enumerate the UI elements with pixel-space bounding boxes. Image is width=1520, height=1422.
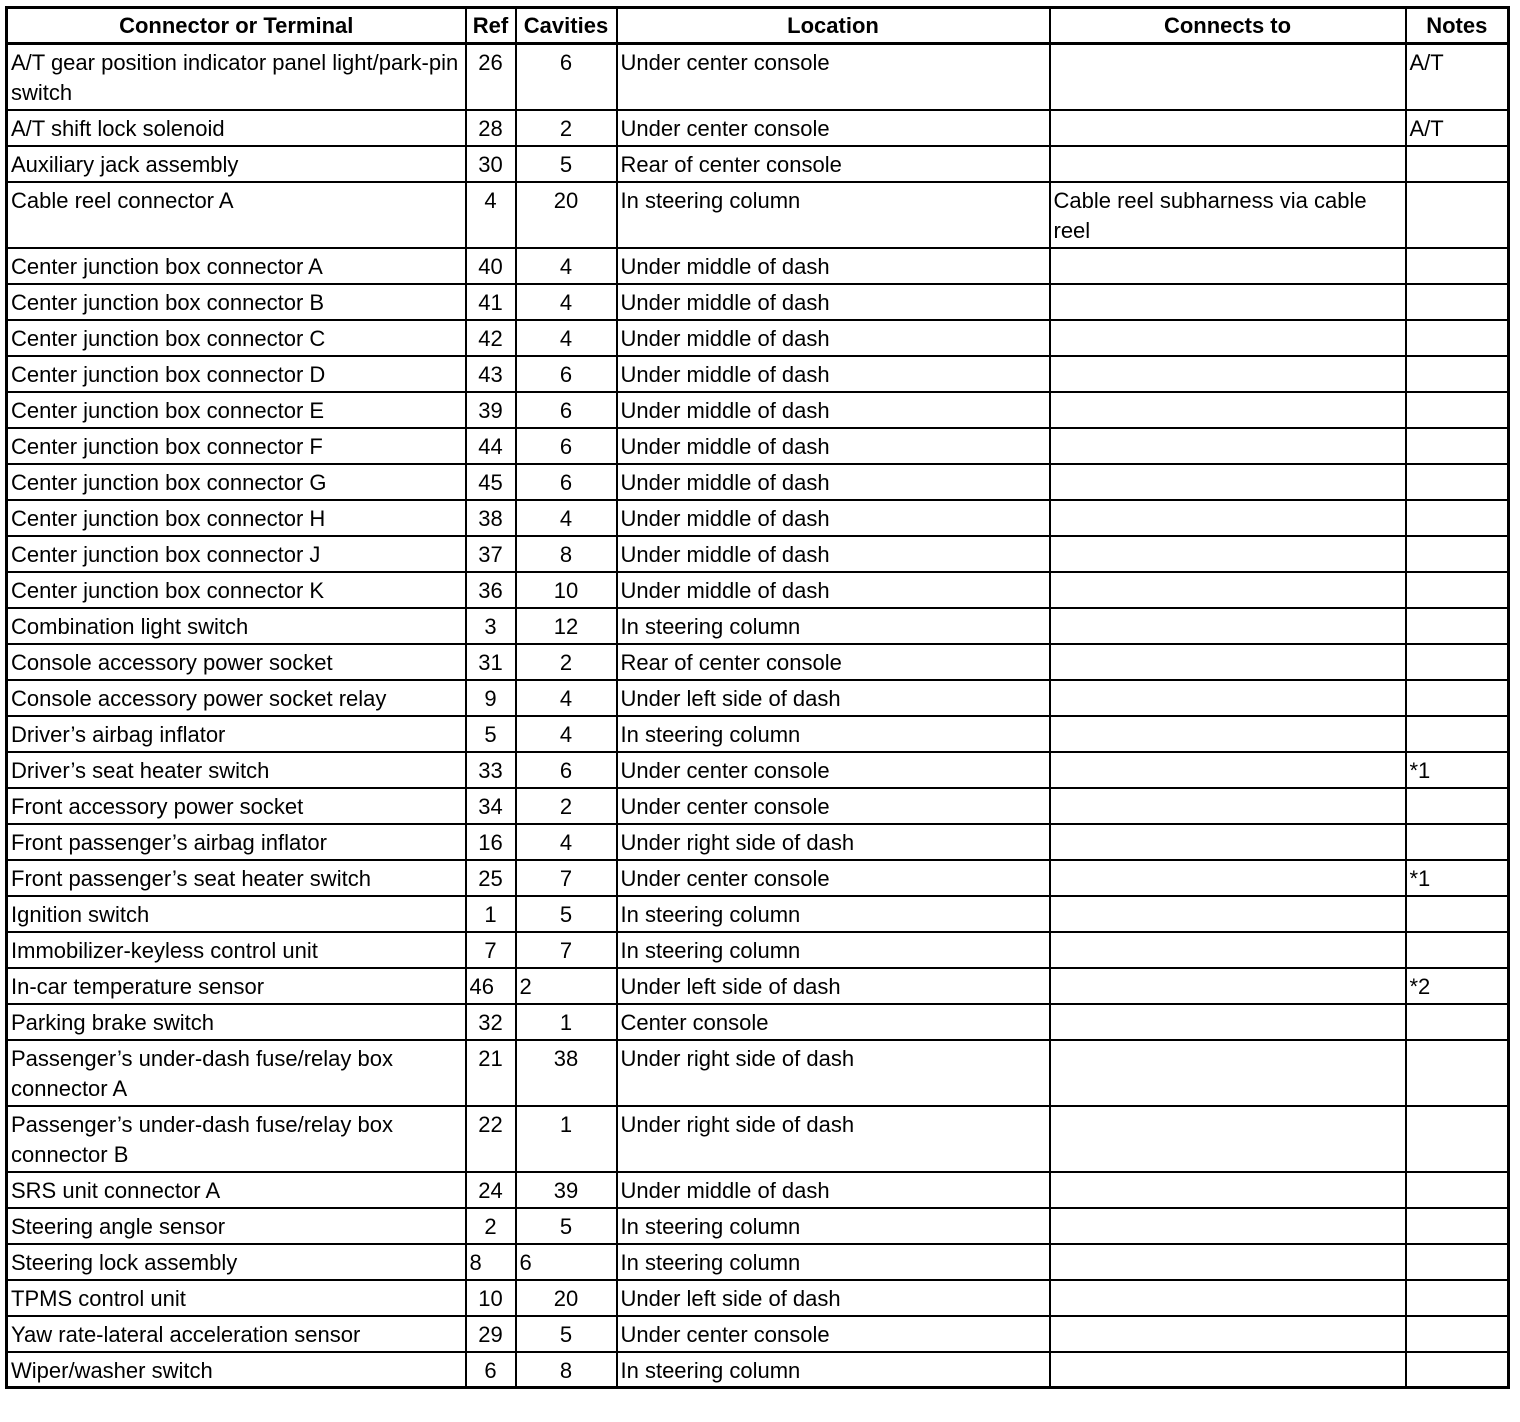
cell-location: Under middle of dash xyxy=(617,320,1050,356)
table-row xyxy=(7,1004,1509,1040)
cell-ref: 36 xyxy=(466,572,516,608)
cell-notes: A/T xyxy=(1406,44,1509,110)
cell-cavities: 38 xyxy=(516,1040,617,1106)
header-row xyxy=(7,8,1509,44)
cell-notes xyxy=(1406,284,1509,320)
cell-connector: Front passenger’s airbag inflator xyxy=(7,824,466,860)
cell-ref: 6 xyxy=(466,1352,516,1388)
table-row xyxy=(7,1208,1509,1244)
table-row xyxy=(7,644,1509,680)
cell-notes: *2 xyxy=(1406,968,1509,1004)
cell-connects-to xyxy=(1050,500,1406,536)
cell-connects-to xyxy=(1050,536,1406,572)
cell-connector: Driver’s seat heater switch xyxy=(7,752,466,788)
cell-connector: A/T gear position indicator panel light/park-pin switch xyxy=(7,44,466,110)
cell-connector: A/T shift lock solenoid xyxy=(7,110,466,146)
header-notes: Notes xyxy=(1406,8,1509,44)
cell-ref: 21 xyxy=(466,1040,516,1106)
cell-cavities: 4 xyxy=(516,500,617,536)
cell-ref: 29 xyxy=(466,1316,516,1352)
cell-notes xyxy=(1406,1208,1509,1244)
table-row xyxy=(7,608,1509,644)
cell-connector: Center junction box connector D xyxy=(7,356,466,392)
cell-ref: 33 xyxy=(466,752,516,788)
cell-location: Under middle of dash xyxy=(617,572,1050,608)
cell-connects-to xyxy=(1050,608,1406,644)
cell-connects-to xyxy=(1050,1106,1406,1172)
cell-connects-to xyxy=(1050,1280,1406,1316)
cell-connects-to xyxy=(1050,644,1406,680)
cell-ref: 31 xyxy=(466,644,516,680)
cell-location: Under right side of dash xyxy=(617,824,1050,860)
header-location: Location xyxy=(617,8,1050,44)
cell-connector: Driver’s airbag inflator xyxy=(7,716,466,752)
header-cavities: Cavities xyxy=(516,8,617,44)
cell-connector: Center junction box connector J xyxy=(7,536,466,572)
cell-connects-to xyxy=(1050,284,1406,320)
cell-connector: Wiper/washer switch xyxy=(7,1352,466,1388)
cell-location: Under middle of dash xyxy=(617,428,1050,464)
cell-notes xyxy=(1406,716,1509,752)
cell-ref: 10 xyxy=(466,1280,516,1316)
cell-cavities: 5 xyxy=(516,146,617,182)
cell-cavities: 4 xyxy=(516,284,617,320)
cell-location: Under center console xyxy=(617,44,1050,110)
cell-location: Rear of center console xyxy=(617,644,1050,680)
cell-location: Under center console xyxy=(617,860,1050,896)
cell-cavities: 4 xyxy=(516,824,617,860)
cell-cavities: 1 xyxy=(516,1004,617,1040)
cell-cavities: 12 xyxy=(516,608,617,644)
cell-notes xyxy=(1406,680,1509,716)
cell-location: In steering column xyxy=(617,896,1050,932)
cell-location: In steering column xyxy=(617,716,1050,752)
cell-location: Under middle of dash xyxy=(617,392,1050,428)
cell-connects-to xyxy=(1050,428,1406,464)
cell-cavities: 20 xyxy=(516,182,617,248)
table-row xyxy=(7,1316,1509,1352)
cell-connects-to xyxy=(1050,896,1406,932)
cell-ref: 41 xyxy=(466,284,516,320)
cell-cavities: 8 xyxy=(516,536,617,572)
cell-cavities: 7 xyxy=(516,932,617,968)
cell-connector: Center junction box connector K xyxy=(7,572,466,608)
cell-connector: SRS unit connector A xyxy=(7,1172,466,1208)
cell-cavities: 2 xyxy=(516,788,617,824)
cell-ref: 32 xyxy=(466,1004,516,1040)
table-row xyxy=(7,860,1509,896)
cell-notes: *1 xyxy=(1406,752,1509,788)
cell-location: Under left side of dash xyxy=(617,1280,1050,1316)
table-header xyxy=(7,8,1509,44)
cell-ref: 26 xyxy=(466,44,516,110)
cell-cavities: 6 xyxy=(516,752,617,788)
cell-cavities: 5 xyxy=(516,896,617,932)
cell-ref: 42 xyxy=(466,320,516,356)
header-ref: Ref xyxy=(466,8,516,44)
cell-ref: 30 xyxy=(466,146,516,182)
table-row xyxy=(7,968,1509,1004)
cell-notes xyxy=(1406,932,1509,968)
table-row xyxy=(7,788,1509,824)
cell-connects-to xyxy=(1050,572,1406,608)
cell-connector: Cable reel connector A xyxy=(7,182,466,248)
cell-ref: 45 xyxy=(466,464,516,500)
header-connector: Connector or Terminal xyxy=(7,8,466,44)
table-row xyxy=(7,1280,1509,1316)
cell-connector: Center junction box connector E xyxy=(7,392,466,428)
cell-location: In steering column xyxy=(617,932,1050,968)
cell-ref: 34 xyxy=(466,788,516,824)
cell-connector: Passenger’s under-dash fuse/relay box connector B xyxy=(7,1106,466,1172)
cell-notes xyxy=(1406,572,1509,608)
cell-notes xyxy=(1406,608,1509,644)
cell-connector: Parking brake switch xyxy=(7,1004,466,1040)
cell-notes xyxy=(1406,146,1509,182)
cell-connects-to xyxy=(1050,1208,1406,1244)
cell-connects-to xyxy=(1050,1004,1406,1040)
cell-ref: 44 xyxy=(466,428,516,464)
cell-notes xyxy=(1406,1040,1509,1106)
cell-ref: 40 xyxy=(466,248,516,284)
table-row xyxy=(7,284,1509,320)
cell-cavities: 10 xyxy=(516,572,617,608)
cell-notes xyxy=(1406,536,1509,572)
cell-cavities: 20 xyxy=(516,1280,617,1316)
cell-notes xyxy=(1406,1280,1509,1316)
cell-location: Under left side of dash xyxy=(617,680,1050,716)
cell-connector: Center junction box connector A xyxy=(7,248,466,284)
cell-ref: 3 xyxy=(466,608,516,644)
cell-notes xyxy=(1406,500,1509,536)
cell-notes xyxy=(1406,1172,1509,1208)
cell-location: Under right side of dash xyxy=(617,1040,1050,1106)
table-row xyxy=(7,248,1509,284)
cell-notes xyxy=(1406,1244,1509,1280)
cell-ref: 7 xyxy=(466,932,516,968)
cell-ref: 38 xyxy=(466,500,516,536)
cell-cavities: 6 xyxy=(516,44,617,110)
cell-location: In steering column xyxy=(617,182,1050,248)
table-row xyxy=(7,320,1509,356)
table-row xyxy=(7,896,1509,932)
cell-ref: 9 xyxy=(466,680,516,716)
table-row xyxy=(7,1244,1509,1280)
cell-ref: 37 xyxy=(466,536,516,572)
cell-connects-to xyxy=(1050,1244,1406,1280)
cell-notes xyxy=(1406,464,1509,500)
header-connects-to: Connects to xyxy=(1050,8,1406,44)
cell-notes: A/T xyxy=(1406,110,1509,146)
cell-cavities: 4 xyxy=(516,716,617,752)
cell-ref: 25 xyxy=(466,860,516,896)
cell-location: Center console xyxy=(617,1004,1050,1040)
cell-connector: In-car temperature sensor xyxy=(7,968,466,1004)
cell-connects-to xyxy=(1050,968,1406,1004)
cell-location: Under middle of dash xyxy=(617,500,1050,536)
table-row xyxy=(7,356,1509,392)
cell-notes xyxy=(1406,1352,1509,1388)
cell-location: Rear of center console xyxy=(617,146,1050,182)
cell-connects-to xyxy=(1050,824,1406,860)
cell-notes xyxy=(1406,1004,1509,1040)
table-row xyxy=(7,536,1509,572)
cell-notes xyxy=(1406,1106,1509,1172)
table-row xyxy=(7,110,1509,146)
cell-ref: 16 xyxy=(466,824,516,860)
table-row xyxy=(7,428,1509,464)
cell-cavities: 5 xyxy=(516,1208,617,1244)
table-row xyxy=(7,824,1509,860)
cell-connects-to xyxy=(1050,464,1406,500)
cell-cavities: 6 xyxy=(516,392,617,428)
cell-connects-to xyxy=(1050,680,1406,716)
cell-cavities: 4 xyxy=(516,320,617,356)
cell-notes xyxy=(1406,644,1509,680)
cell-notes xyxy=(1406,788,1509,824)
cell-cavities: 2 xyxy=(516,968,617,1004)
cell-connects-to xyxy=(1050,1352,1406,1388)
cell-notes xyxy=(1406,428,1509,464)
cell-connector: Front accessory power socket xyxy=(7,788,466,824)
cell-connector: Center junction box connector C xyxy=(7,320,466,356)
table-row xyxy=(7,182,1509,248)
cell-notes xyxy=(1406,320,1509,356)
cell-connects-to xyxy=(1050,1316,1406,1352)
cell-location: Under middle of dash xyxy=(617,536,1050,572)
table-row xyxy=(7,752,1509,788)
cell-notes: *1 xyxy=(1406,860,1509,896)
cell-location: Under center console xyxy=(617,752,1050,788)
cell-connector: Ignition switch xyxy=(7,896,466,932)
cell-ref: 1 xyxy=(466,896,516,932)
table-row xyxy=(7,146,1509,182)
cell-connects-to: Cable reel subharness via cable reel xyxy=(1050,182,1406,248)
cell-cavities: 8 xyxy=(516,1352,617,1388)
cell-connects-to xyxy=(1050,44,1406,110)
cell-location: In steering column xyxy=(617,1208,1050,1244)
table-row xyxy=(7,716,1509,752)
cell-location: Under middle of dash xyxy=(617,284,1050,320)
cell-notes xyxy=(1406,248,1509,284)
cell-connector: Center junction box connector F xyxy=(7,428,466,464)
cell-connects-to xyxy=(1050,320,1406,356)
cell-ref: 43 xyxy=(466,356,516,392)
table-row xyxy=(7,464,1509,500)
cell-location: Under center console xyxy=(617,110,1050,146)
cell-cavities: 6 xyxy=(516,1244,617,1280)
cell-location: Under middle of dash xyxy=(617,248,1050,284)
table-row xyxy=(7,572,1509,608)
cell-cavities: 7 xyxy=(516,860,617,896)
connector-table xyxy=(5,6,1510,1389)
cell-connector: Center junction box connector B xyxy=(7,284,466,320)
cell-location: Under right side of dash xyxy=(617,1106,1050,1172)
cell-connector: Passenger’s under-dash fuse/relay box connector A xyxy=(7,1040,466,1106)
cell-connector: Combination light switch xyxy=(7,608,466,644)
cell-ref: 2 xyxy=(466,1208,516,1244)
cell-connects-to xyxy=(1050,1172,1406,1208)
cell-connects-to xyxy=(1050,392,1406,428)
cell-location: Under left side of dash xyxy=(617,968,1050,1004)
cell-location: Under center console xyxy=(617,1316,1050,1352)
cell-connects-to xyxy=(1050,248,1406,284)
cell-location: Under center console xyxy=(617,788,1050,824)
table-body xyxy=(7,44,1509,1388)
cell-location: In steering column xyxy=(617,1352,1050,1388)
cell-connector: TPMS control unit xyxy=(7,1280,466,1316)
cell-cavities: 2 xyxy=(516,644,617,680)
table-row xyxy=(7,500,1509,536)
cell-cavities: 4 xyxy=(516,680,617,716)
cell-connector: Yaw rate-lateral acceleration sensor xyxy=(7,1316,466,1352)
table-row xyxy=(7,392,1509,428)
cell-connector: Console accessory power socket xyxy=(7,644,466,680)
cell-notes xyxy=(1406,392,1509,428)
cell-connector: Steering lock assembly xyxy=(7,1244,466,1280)
cell-cavities: 6 xyxy=(516,464,617,500)
cell-connector: Console accessory power socket relay xyxy=(7,680,466,716)
cell-cavities: 39 xyxy=(516,1172,617,1208)
cell-connects-to xyxy=(1050,860,1406,896)
cell-location: Under middle of dash xyxy=(617,356,1050,392)
cell-ref: 39 xyxy=(466,392,516,428)
cell-ref: 46 xyxy=(466,968,516,1004)
cell-connects-to xyxy=(1050,110,1406,146)
cell-connects-to xyxy=(1050,356,1406,392)
table-row xyxy=(7,44,1509,110)
cell-cavities: 5 xyxy=(516,1316,617,1352)
cell-connects-to xyxy=(1050,716,1406,752)
cell-location: Under middle of dash xyxy=(617,1172,1050,1208)
cell-connects-to xyxy=(1050,1040,1406,1106)
cell-connector: Front passenger’s seat heater switch xyxy=(7,860,466,896)
cell-connector: Center junction box connector H xyxy=(7,500,466,536)
cell-notes xyxy=(1406,824,1509,860)
cell-connector: Steering angle sensor xyxy=(7,1208,466,1244)
cell-cavities: 6 xyxy=(516,356,617,392)
cell-connector: Center junction box connector G xyxy=(7,464,466,500)
cell-connector: Immobilizer-keyless control unit xyxy=(7,932,466,968)
cell-connects-to xyxy=(1050,146,1406,182)
cell-notes xyxy=(1406,182,1509,248)
cell-cavities: 4 xyxy=(516,248,617,284)
cell-cavities: 1 xyxy=(516,1106,617,1172)
cell-location: In steering column xyxy=(617,608,1050,644)
cell-connects-to xyxy=(1050,932,1406,968)
cell-cavities: 2 xyxy=(516,110,617,146)
cell-notes xyxy=(1406,1316,1509,1352)
cell-ref: 28 xyxy=(466,110,516,146)
cell-ref: 8 xyxy=(466,1244,516,1280)
cell-ref: 5 xyxy=(466,716,516,752)
cell-notes xyxy=(1406,896,1509,932)
cell-ref: 24 xyxy=(466,1172,516,1208)
table-row xyxy=(7,1172,1509,1208)
table-row xyxy=(7,680,1509,716)
cell-ref: 4 xyxy=(466,182,516,248)
cell-connects-to xyxy=(1050,788,1406,824)
cell-notes xyxy=(1406,356,1509,392)
cell-connects-to xyxy=(1050,752,1406,788)
cell-location: Under middle of dash xyxy=(617,464,1050,500)
cell-location: In steering column xyxy=(617,1244,1050,1280)
cell-ref: 22 xyxy=(466,1106,516,1172)
table-row xyxy=(7,932,1509,968)
table-row xyxy=(7,1352,1509,1388)
cell-cavities: 6 xyxy=(516,428,617,464)
table-row xyxy=(7,1040,1509,1106)
table-row xyxy=(7,1106,1509,1172)
cell-connector: Auxiliary jack assembly xyxy=(7,146,466,182)
